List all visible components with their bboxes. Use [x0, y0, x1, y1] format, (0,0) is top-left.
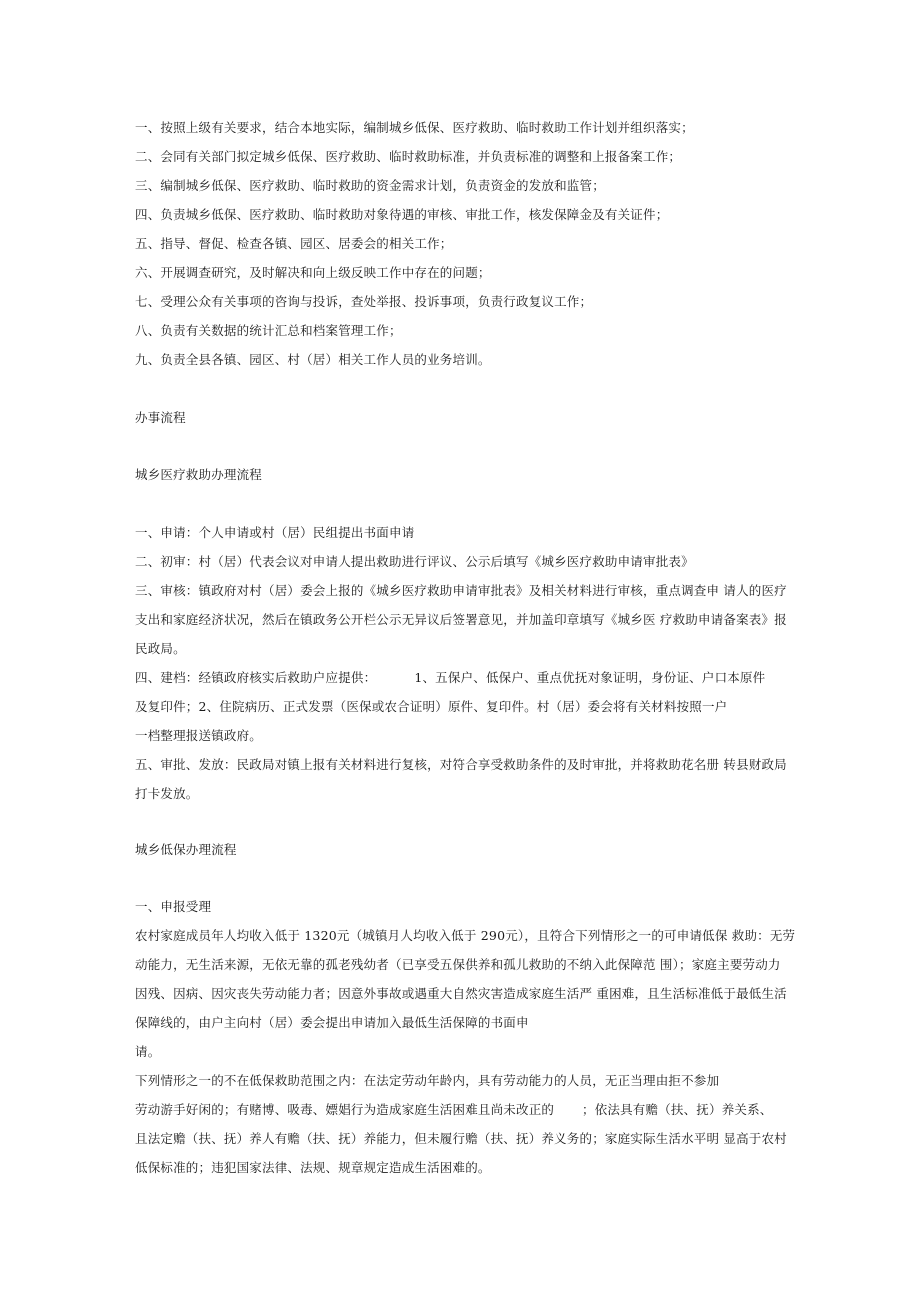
dibao-line: 一、申报受理	[135, 899, 212, 914]
medical-line: 一档整理报送镇政府。	[135, 728, 263, 743]
medical-line: 民政局。	[135, 641, 186, 656]
medical-line: 及复印件；2、住院病历、正式发票（医保或农合证明）原件、复印件。村（居）委会将有关材料按照一户	[135, 699, 728, 714]
dibao-title: 城乡低保办理流程	[135, 842, 237, 857]
duty-item-7: 七、受理公众有关事项的咨询与投诉，查处举报、投诉事项，负责行政复议工作；	[135, 294, 593, 309]
duty-item-6: 六、开展调查研究，及时解决和向上级反映工作中存在的问题；	[135, 265, 491, 280]
medical-line: 二、初审：村（居）代表会议对申请人提出救助进行评议、公示后填写《城乡医疗救助申请审批表》	[135, 554, 694, 569]
dibao-line: 低保标准的；违犯国家法律、法规、规章规定造成生活困难的。	[135, 1160, 491, 1175]
medical-line: 三、审核：镇政府对村（居）委会上报的《城乡医疗救助申请审批表》及相关材料进行审核，重点调查申 请人的医疗	[135, 583, 787, 598]
medical-line	[135, 669, 765, 687]
dibao-line: 下列情形之一的不在低保救助范围之内：在法定劳动年龄内，具有劳动能力的人员，无正当理由拒不参加	[135, 1073, 720, 1088]
dibao-line: 请。	[135, 1044, 161, 1059]
duty-item-5: 五、指导、督促、检查各镇、园区、居委会的相关工作；	[135, 236, 453, 251]
duty-item-9: 九、负责全县各镇、园区、村（居）相关工作人员的业务培训。	[135, 352, 491, 367]
medical-line: 一、申请：个人申请或村（居）民组提出书面申请	[135, 525, 415, 540]
dibao-line-tail: ；依法具有赡（扶、抚）养关系、	[582, 1102, 773, 1117]
dibao-line: 因残、因病、因灾丧失劳动能力者；因意外事故或遇重大自然灾害造成家庭生活严 重困难，且生活标准低于最低生活	[135, 986, 787, 1001]
medical-line: 支出和家庭经济状况，然后在镇政务公开栏公示无异议后签署意见，并加盖印章填写《城乡医 疗救助申请备案表》报	[135, 612, 787, 627]
medical-line: 打卡发放。	[135, 786, 199, 801]
duty-item-8: 八、负责有关数据的统计汇总和档案管理工作；	[135, 323, 402, 338]
duty-item-4: 四、负责城乡低保、医疗救助、临时救助对象待遇的审核、审批工作，核发保障金及有关证件；	[135, 207, 669, 222]
duty-item-2: 二、会同有关部门拟定城乡低保、医疗救助、临时救助标准，并负责标准的调整和上报备案工作；	[135, 149, 682, 164]
medical-line: 五、审批、发放：民政局对镇上报有关材料进行复核，对符合享受救助条件的及时审批，并将救助花名册 转县财政局	[135, 757, 787, 772]
duty-item-3: 三、编制城乡低保、医疗救助、临时救助的资金需求计划，负责资金的发放和监管；	[135, 178, 605, 193]
dibao-line: 农村家庭成员年人均收入低于 1320元（城镇月人均收入低于 290元），且符合下列情形之一的可申请低保 救助：无劳	[135, 928, 796, 943]
dibao-line: 劳动游手好闲的；有赌博、吸毒、嫖娼行为造成家庭生活困难且尚未改正的	[135, 1102, 555, 1117]
dibao-line: 动能力，无生活来源，无依无靠的孤老残幼者（已享受五保供养和孤儿救助的不纳入此保障范 围）；家庭主要劳动力	[135, 957, 781, 972]
medical-line-part: 1、五保户、低保户、重点优抚对象证明，身份证、户口本原件	[414, 670, 766, 685]
section-title: 办事流程	[135, 410, 186, 425]
dibao-line: 保障线的，由户主向村（居）委会提出申请加入最低生活保障的书面申	[135, 1015, 529, 1030]
medical-line-part: 四、建档：经镇政府核实后救助户应提供：	[135, 670, 377, 685]
dibao-line: 且法定赡（扶、抚）养人有赡（扶、抚）养能力，但未履行赡（扶、抚）养义务的；家庭实际生活水平明 显高于农村	[135, 1131, 787, 1146]
medical-title: 城乡医疗救助办理流程	[135, 467, 263, 482]
duty-item-1: 一、按照上级有关要求，结合本地实际，编制城乡低保、医疗救助、临时救助工作计划并组织落实；	[135, 120, 694, 135]
